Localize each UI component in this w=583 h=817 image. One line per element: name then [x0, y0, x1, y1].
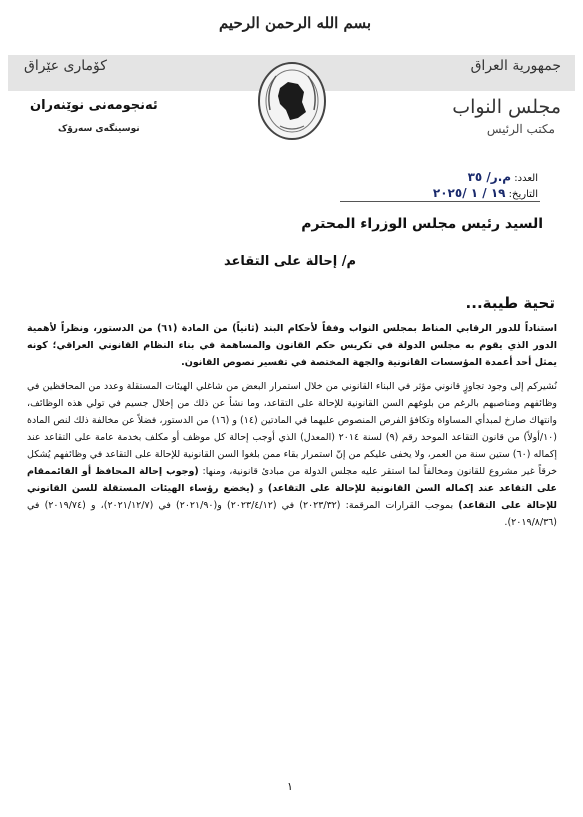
- kurdish-council-name: ئەنجومەنی نوێنەران: [30, 98, 158, 113]
- date-value: ١٩ / ١ /٢٠٢٥: [432, 186, 506, 200]
- basmala: بسم الله الرحمن الرحيم: [218, 14, 372, 32]
- header-divider: [340, 201, 540, 202]
- arabic-council-name: مجلس النواب: [452, 96, 561, 118]
- subject: م/ إحالة على التقاعد: [224, 254, 356, 269]
- number-label: العدد:: [514, 173, 538, 184]
- decision-references: بموجب القرارات المرقمة: (٢٠٢٣/٣٢) في (٢٠٢٣/٤/١٢) و(٢٠٢١/٩٠) في (٢٠٢١/١٢/٧)، و (٢٠١٩/٧٤) في (٢٠١٩/٨/٣٦).: [27, 500, 557, 528]
- principle-1: (وجوب إحالة المحافظ أو القائممقام على التقاعد عند إكماله السن القانونية للإحالة على التقاعد): [27, 466, 557, 494]
- reference-number-row: [338, 170, 538, 184]
- paragraph-2: [27, 378, 557, 531]
- date-label: التاريخ:: [508, 189, 538, 200]
- arabic-country-name: جمهورية العراق: [470, 58, 561, 74]
- principle-2: (يخضع رؤساء الهيئات المستقلة للسن القانوني للإحالة على التقاعد): [27, 483, 557, 511]
- date-row: [338, 186, 538, 200]
- page-number: ١: [287, 780, 293, 793]
- paragraph-1: استناداً للدور الرقابي المناط بمجلس النواب وفقاً لأحكام البند (ثانياً) من المادة (٦١) من الدستور، ونظراً لأهمية الدور الذي يقوم به مجلس الدولة في تكريس حكم القانون والمساهمة في بناء النظام القانوني العراقي؛ كونه يمثل أحد أعمدة المؤسسات القانونية والجهة المختصة في تفسير نصوص القانون.: [27, 323, 557, 368]
- number-value: م.ر/ ٣٥: [467, 170, 512, 184]
- arabic-office-name: مكتب الرئيس: [486, 122, 555, 136]
- kurdish-country-name: كۆمارى عێراق: [24, 58, 107, 74]
- iraq-parliament-seal: [256, 60, 328, 142]
- conjunction: و: [254, 483, 268, 494]
- greeting: تحية طيبة...: [465, 294, 555, 312]
- kurdish-office-name: نوسینگەی سەرۆک: [58, 124, 140, 134]
- recipient: السيد رئيس مجلس الوزراء المحترم: [301, 216, 543, 232]
- paragraph-2-text: نُشيركم إلى وجود تجاوزٍ قانوني مؤثر في البناء القانوني من خلال استمرار البعض من شاغلي الهيئات المستقلة وعدد من المحافظين في وظائفهم ومناصبهم بالرغم من بلوغهم السن القانونية للإحالة على التقاعد، وما نشأ عن ذلك من إخلال جسيم في تولي هذه الوظائف، وانتهاك صارخ لمبدأي المساواة وتكافؤ الفرص المنصوص عليهما في المادتين (١٤) و (١٦) من الدستور، فضلاً عن مخالفة ذلك لنص المادة (١٠/أولاً) من قانون التقاعد الموحد رقم (٩) لسنة ٢٠١٤ (المعدل) الذي أوجب إحالة كل موظف أو مكلف بخدمة عامة على التقاعد عند إكماله (٦٠) ستين سنة من العمر، ولا يخفى عليكم من إنّ استمرار بقاء ممن بلغوا السن القانونية للإحالة على التقاعد في وظائفهم يُشكل خرقاً غير مشروع للقانون ومخالفاً لما استقر عليه مجلس الدولة من مبادئ قانونية، ومنها:: [27, 381, 558, 477]
